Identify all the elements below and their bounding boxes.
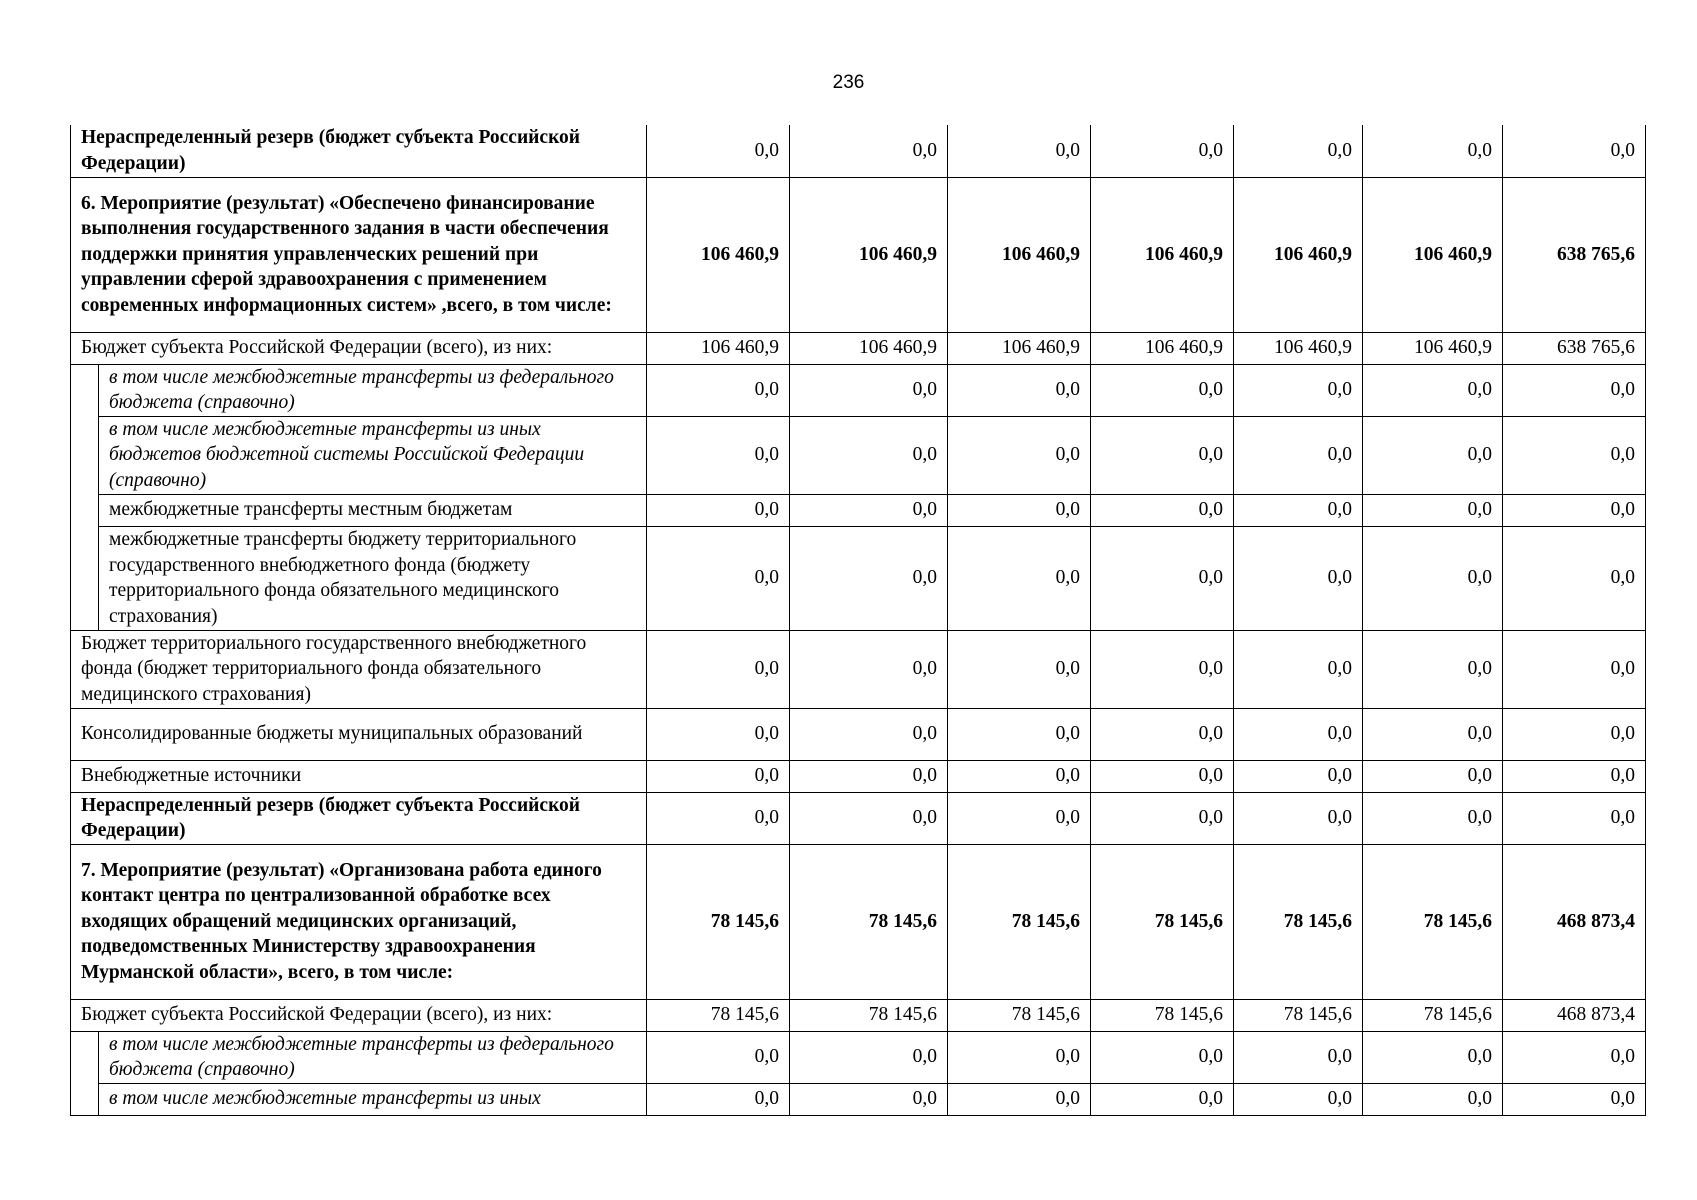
value-cell: 78 145,6 bbox=[1091, 999, 1234, 1031]
value-cell: 0,0 bbox=[948, 630, 1091, 708]
value-cell: 0,0 bbox=[1503, 630, 1646, 708]
row-label: в том числе межбюджетные трансферты из федерального бюджета (справочно) bbox=[99, 364, 647, 416]
value-cell: 0,0 bbox=[647, 792, 790, 844]
value-cell: 0,0 bbox=[647, 526, 790, 630]
value-cell: 106 460,9 bbox=[790, 332, 948, 364]
value-cell: 0,0 bbox=[647, 125, 790, 177]
value-cell: 0,0 bbox=[1363, 708, 1503, 760]
table-row bbox=[71, 792, 1646, 844]
value-cell: 78 145,6 bbox=[790, 999, 948, 1031]
value-cell: 0,0 bbox=[647, 1083, 790, 1115]
value-cell: 0,0 bbox=[948, 494, 1091, 526]
value-cell: 0,0 bbox=[948, 1083, 1091, 1115]
value-cell: 0,0 bbox=[1091, 1031, 1234, 1083]
value-cell: 0,0 bbox=[790, 1083, 948, 1115]
table-row bbox=[71, 125, 1646, 177]
value-cell: 0,0 bbox=[948, 364, 1091, 416]
value-cell: 0,0 bbox=[1363, 1031, 1503, 1083]
value-cell: 0,0 bbox=[1234, 1031, 1363, 1083]
table-row bbox=[71, 630, 1646, 708]
value-cell: 78 145,6 bbox=[647, 844, 790, 999]
table-row bbox=[71, 526, 1646, 630]
value-cell: 0,0 bbox=[1091, 792, 1234, 844]
row-label: Консолидированные бюджеты муниципальных образований bbox=[71, 708, 647, 760]
value-cell: 0,0 bbox=[1091, 494, 1234, 526]
value-cell: 0,0 bbox=[948, 760, 1091, 792]
table-row bbox=[71, 494, 1646, 526]
value-cell: 0,0 bbox=[1234, 630, 1363, 708]
value-cell: 0,0 bbox=[1091, 416, 1234, 494]
indent-spacer bbox=[71, 1031, 99, 1115]
value-cell: 0,0 bbox=[1234, 494, 1363, 526]
value-cell: 78 145,6 bbox=[790, 844, 948, 999]
value-cell: 0,0 bbox=[790, 526, 948, 630]
value-cell: 0,0 bbox=[1503, 494, 1646, 526]
value-cell: 0,0 bbox=[1363, 792, 1503, 844]
value-cell: 0,0 bbox=[1363, 526, 1503, 630]
table-row bbox=[71, 844, 1646, 999]
value-cell: 468 873,4 bbox=[1503, 844, 1646, 999]
value-cell: 106 460,9 bbox=[1091, 177, 1234, 332]
value-cell: 78 145,6 bbox=[948, 844, 1091, 999]
value-cell: 0,0 bbox=[647, 494, 790, 526]
value-cell: 0,0 bbox=[948, 526, 1091, 630]
value-cell: 0,0 bbox=[948, 792, 1091, 844]
value-cell: 0,0 bbox=[1091, 364, 1234, 416]
value-cell: 0,0 bbox=[1503, 125, 1646, 177]
value-cell: 0,0 bbox=[647, 416, 790, 494]
table-row bbox=[71, 1031, 1646, 1083]
value-cell: 0,0 bbox=[1363, 494, 1503, 526]
value-cell: 0,0 bbox=[948, 125, 1091, 177]
value-cell: 0,0 bbox=[1234, 125, 1363, 177]
table-row bbox=[71, 364, 1646, 416]
value-cell: 106 460,9 bbox=[647, 177, 790, 332]
value-cell: 0,0 bbox=[1503, 416, 1646, 494]
value-cell: 106 460,9 bbox=[1363, 332, 1503, 364]
value-cell: 0,0 bbox=[948, 1031, 1091, 1083]
value-cell: 0,0 bbox=[948, 416, 1091, 494]
value-cell: 468 873,4 bbox=[1503, 999, 1646, 1031]
value-cell: 0,0 bbox=[1503, 526, 1646, 630]
value-cell: 106 460,9 bbox=[1363, 177, 1503, 332]
value-cell: 0,0 bbox=[647, 708, 790, 760]
row-label: в том числе межбюджетные трансферты из федерального бюджета (справочно) bbox=[99, 1031, 647, 1083]
value-cell: 0,0 bbox=[1234, 416, 1363, 494]
budget-table bbox=[70, 125, 1646, 1116]
value-cell: 0,0 bbox=[1091, 125, 1234, 177]
row-label: Бюджет территориального государственного внебюджетного фонда (бюджет территориального фонда обязательного медицинского страхования) bbox=[71, 630, 647, 708]
value-cell: 0,0 bbox=[647, 760, 790, 792]
row-label: в том числе межбюджетные трансферты из иных бюджетов бюджетной системы Российской Федерации (справочно) bbox=[99, 416, 647, 494]
page-number: 236 bbox=[832, 72, 865, 93]
value-cell: 0,0 bbox=[1091, 526, 1234, 630]
row-label: Нераспределенный резерв (бюджет субъекта Российской Федерации) bbox=[71, 125, 647, 177]
table-row bbox=[71, 1083, 1646, 1115]
value-cell: 106 460,9 bbox=[790, 177, 948, 332]
value-cell: 0,0 bbox=[948, 708, 1091, 760]
value-cell: 106 460,9 bbox=[948, 332, 1091, 364]
row-label: 6. Мероприятие (результат) «Обеспечено финансирование выполнения государственного задания в части обеспечения поддержки принятия управленческих решений при управлении сферой здравоохранения с применением современных информационных систем» ,всего, в том числе: bbox=[71, 177, 647, 332]
value-cell: 0,0 bbox=[1091, 1083, 1234, 1115]
row-label: 7. Мероприятие (результат) «Организована работа единого контакт центра по централизованной обработке всех входящих обращений медицинских организаций, подведомственных Министерству здравоохранения Мурманской области», всего, в том числе: bbox=[71, 844, 647, 999]
value-cell: 0,0 bbox=[1363, 760, 1503, 792]
value-cell: 638 765,6 bbox=[1503, 177, 1646, 332]
value-cell: 638 765,6 bbox=[1503, 332, 1646, 364]
value-cell: 78 145,6 bbox=[647, 999, 790, 1031]
value-cell: 0,0 bbox=[1234, 526, 1363, 630]
value-cell: 0,0 bbox=[1234, 708, 1363, 760]
value-cell: 0,0 bbox=[1234, 1083, 1363, 1115]
table-row bbox=[71, 416, 1646, 494]
value-cell: 78 145,6 bbox=[1091, 844, 1234, 999]
value-cell: 106 460,9 bbox=[1234, 177, 1363, 332]
value-cell: 0,0 bbox=[790, 416, 948, 494]
value-cell: 0,0 bbox=[1363, 125, 1503, 177]
value-cell: 0,0 bbox=[1234, 364, 1363, 416]
value-cell: 78 145,6 bbox=[1363, 999, 1503, 1031]
value-cell: 0,0 bbox=[1503, 1031, 1646, 1083]
value-cell: 0,0 bbox=[1363, 364, 1503, 416]
value-cell: 78 145,6 bbox=[1234, 999, 1363, 1031]
table-row bbox=[71, 708, 1646, 760]
row-label: межбюджетные трансферты местным бюджетам bbox=[99, 494, 647, 526]
value-cell: 0,0 bbox=[1503, 708, 1646, 760]
value-cell: 0,0 bbox=[1363, 630, 1503, 708]
row-label: Нераспределенный резерв (бюджет субъекта Российской Федерации) bbox=[71, 792, 647, 844]
value-cell: 0,0 bbox=[1091, 708, 1234, 760]
table-row bbox=[71, 177, 1646, 332]
table-row bbox=[71, 999, 1646, 1031]
value-cell: 0,0 bbox=[647, 1031, 790, 1083]
value-cell: 78 145,6 bbox=[1363, 844, 1503, 999]
value-cell: 0,0 bbox=[1503, 364, 1646, 416]
value-cell: 0,0 bbox=[1503, 792, 1646, 844]
value-cell: 0,0 bbox=[1234, 792, 1363, 844]
value-cell: 78 145,6 bbox=[948, 999, 1091, 1031]
table-row bbox=[71, 332, 1646, 364]
value-cell: 0,0 bbox=[790, 364, 948, 416]
value-cell: 0,0 bbox=[790, 630, 948, 708]
value-cell: 0,0 bbox=[647, 630, 790, 708]
value-cell: 0,0 bbox=[790, 760, 948, 792]
value-cell: 0,0 bbox=[1503, 760, 1646, 792]
value-cell: 0,0 bbox=[647, 364, 790, 416]
value-cell: 0,0 bbox=[790, 125, 948, 177]
value-cell: 0,0 bbox=[1503, 1083, 1646, 1115]
value-cell: 0,0 bbox=[790, 494, 948, 526]
value-cell: 106 460,9 bbox=[948, 177, 1091, 332]
value-cell: 78 145,6 bbox=[1234, 844, 1363, 999]
indent-spacer bbox=[71, 364, 99, 630]
value-cell: 0,0 bbox=[1363, 1083, 1503, 1115]
value-cell: 106 460,9 bbox=[647, 332, 790, 364]
row-label: Бюджет субъекта Российской Федерации (всего), из них: bbox=[71, 999, 647, 1031]
table-row bbox=[71, 760, 1646, 792]
row-label: Внебюджетные источники bbox=[71, 760, 647, 792]
value-cell: 106 460,9 bbox=[1091, 332, 1234, 364]
value-cell: 0,0 bbox=[1091, 630, 1234, 708]
value-cell: 0,0 bbox=[790, 1031, 948, 1083]
value-cell: 0,0 bbox=[790, 792, 948, 844]
row-label: в том числе межбюджетные трансферты из иных bbox=[99, 1083, 647, 1115]
value-cell: 0,0 bbox=[1091, 760, 1234, 792]
value-cell: 106 460,9 bbox=[1234, 332, 1363, 364]
value-cell: 0,0 bbox=[1363, 416, 1503, 494]
row-label: межбюджетные трансферты бюджету территориального государственного внебюджетного фонда (бюджету территориального фонда обязательного медицинского страхования) bbox=[99, 526, 647, 630]
value-cell: 0,0 bbox=[790, 708, 948, 760]
row-label: Бюджет субъекта Российской Федерации (всего), из них: bbox=[71, 332, 647, 364]
value-cell: 0,0 bbox=[1234, 760, 1363, 792]
